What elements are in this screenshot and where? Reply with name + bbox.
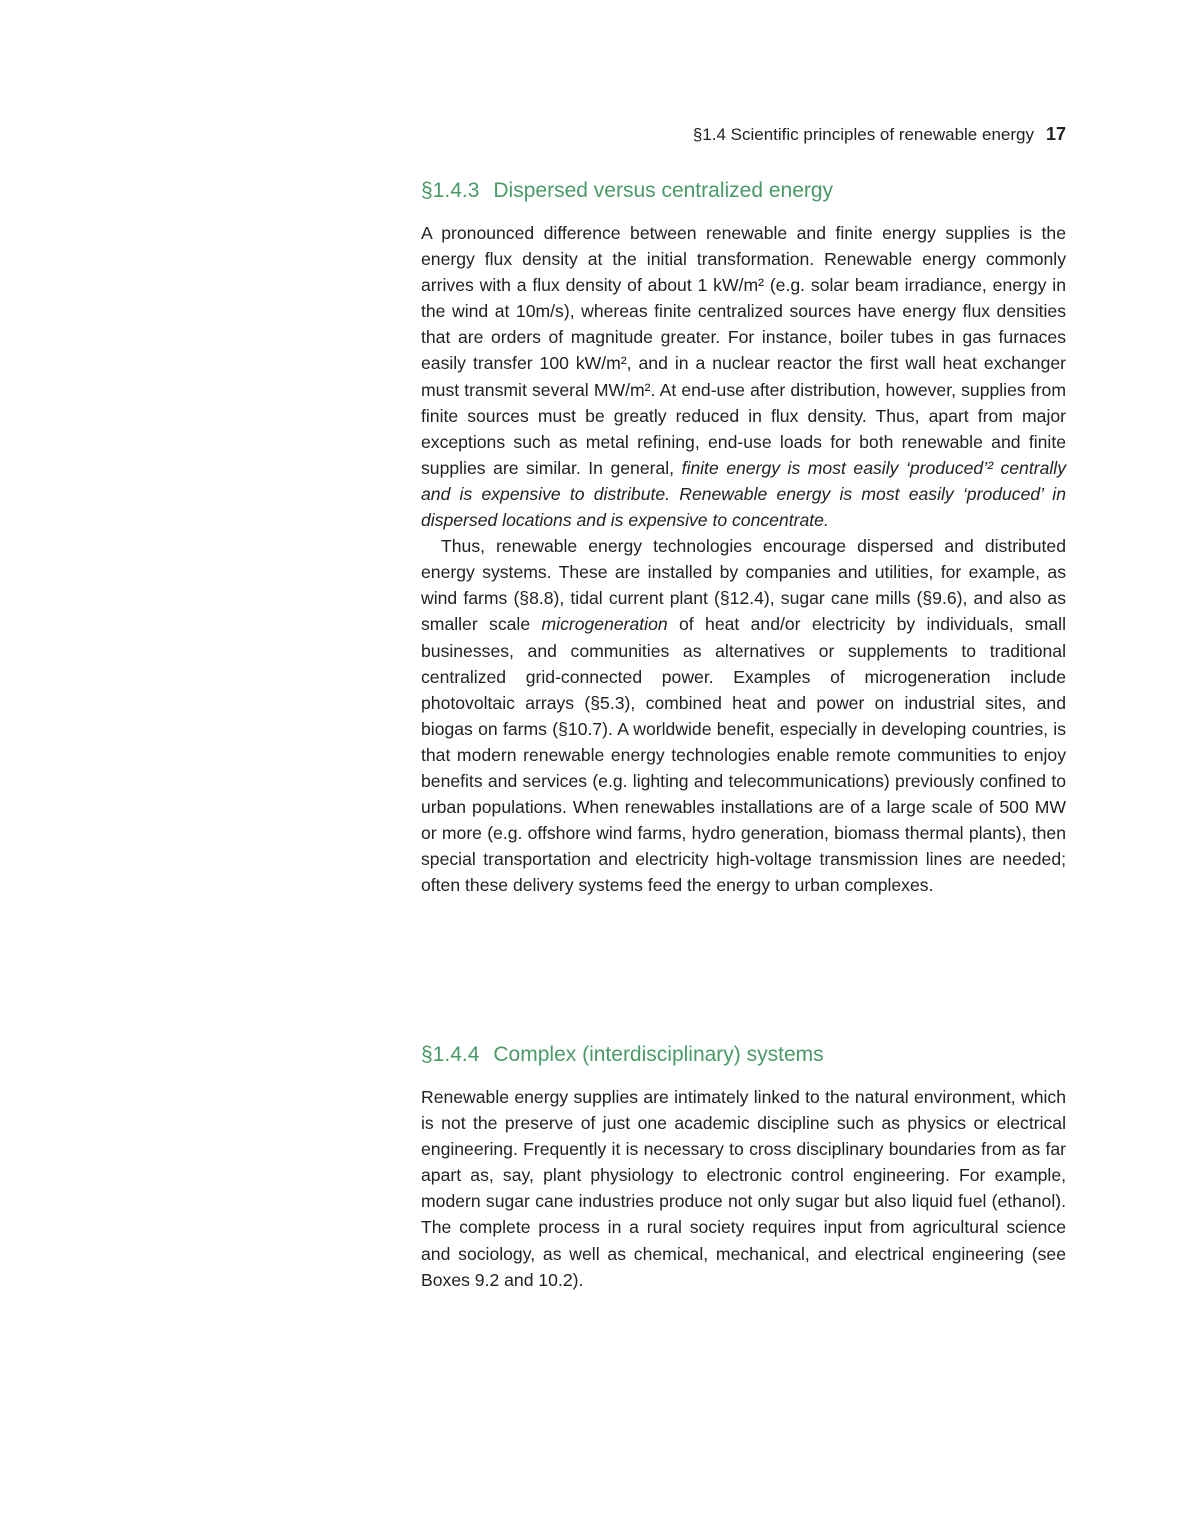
emphasis-text: microgeneration [541, 614, 668, 635]
running-head [420, 122, 1066, 147]
section-number: §1.4.4 [421, 1043, 480, 1066]
body-paragraph [421, 220, 1066, 533]
paragraph-text: Thus, renewable energy technologies encourage dispersed and distributed energy systems. These are installed by companies and utilities, for example, as wind farms (§8.8), tidal current plant (§12.4), sugar cane mills (§9.6), and also as smaller scale [421, 536, 1066, 635]
section-title: Dispersed versus centralized energy [493, 179, 834, 202]
body-paragraph [421, 533, 1066, 898]
page-number: 17 [1045, 124, 1066, 144]
body-paragraph [421, 1084, 1066, 1293]
running-title: §1.4 Scientific principles of renewable energy [692, 125, 1034, 144]
section-heading [421, 176, 1066, 206]
section-1-4-4 [421, 1040, 1066, 1293]
section-title: Complex (interdisciplinary) systems [493, 1043, 824, 1066]
section-number: §1.4.3 [421, 179, 480, 202]
emphasis-text: finite energy is most easily ‘produced’² centrally and is expensive to distribute. Renewable energy is most easily ‘produced’ in dispersed locations and is expensive to concentrate. [421, 457, 1066, 531]
paragraph-text: Renewable energy supplies are intimately linked to the natural environment, which is not the preserve of just one academic discipline such as physics or electrical engineering. Frequently it is necessary to cross disciplinary boundaries from as far apart as, say, plant physiology to electronic control engineering. For example, modern sugar cane industries produce not only sugar but also liquid fuel (ethanol). The complete process in a rural society requires input from agricultural science and sociology, as well as chemical, mechanical, and electrical engineering (see Boxes 9.2 and 10.2). [421, 1087, 1066, 1290]
section-1-4-3 [421, 176, 1066, 898]
paragraph-text: of heat and/or electricity by individuals, small businesses, and communities as alternatives or supplements to traditional centralized grid-connected power. Examples of microgeneration include photovoltaic arrays (§5.3), combined heat and power on industrial sites, and biogas on farms (§10.7). A worldwide benefit, especially in developing countries, is that modern renewable energy technologies enable remote communities to enjoy benefits and services (e.g. lighting and telecommunications) previously confined to urban populations. When renewables installations are of a large scale of 500 MW or more (e.g. offshore wind farms, hydro generation, biomass thermal plants), then special transportation and electricity high-voltage transmission lines are needed; often these delivery systems feed the energy to urban complexes. [421, 614, 1066, 896]
paragraph-text: A pronounced difference between renewable and finite energy supplies is the energy flux density at the initial transformation. Renewable energy commonly arrives with a flux density of about 1 kW/m² (e.g. solar beam irradiance, energy in the wind at 10m/s), whereas finite centralized sources have energy flux densities that are orders of magnitude greater. For instance, boiler tubes in gas furnaces easily transfer 100 kW/m², and in a nuclear reactor the first wall heat exchanger must transmit several MW/m². At end-use after distribution, however, supplies from finite sources must be greatly reduced in flux density. Thus, apart from major exceptions such as metal refining, end-use loads for both renewable and finite supplies are similar. In general, [421, 223, 1066, 478]
section-heading [421, 1040, 1066, 1070]
